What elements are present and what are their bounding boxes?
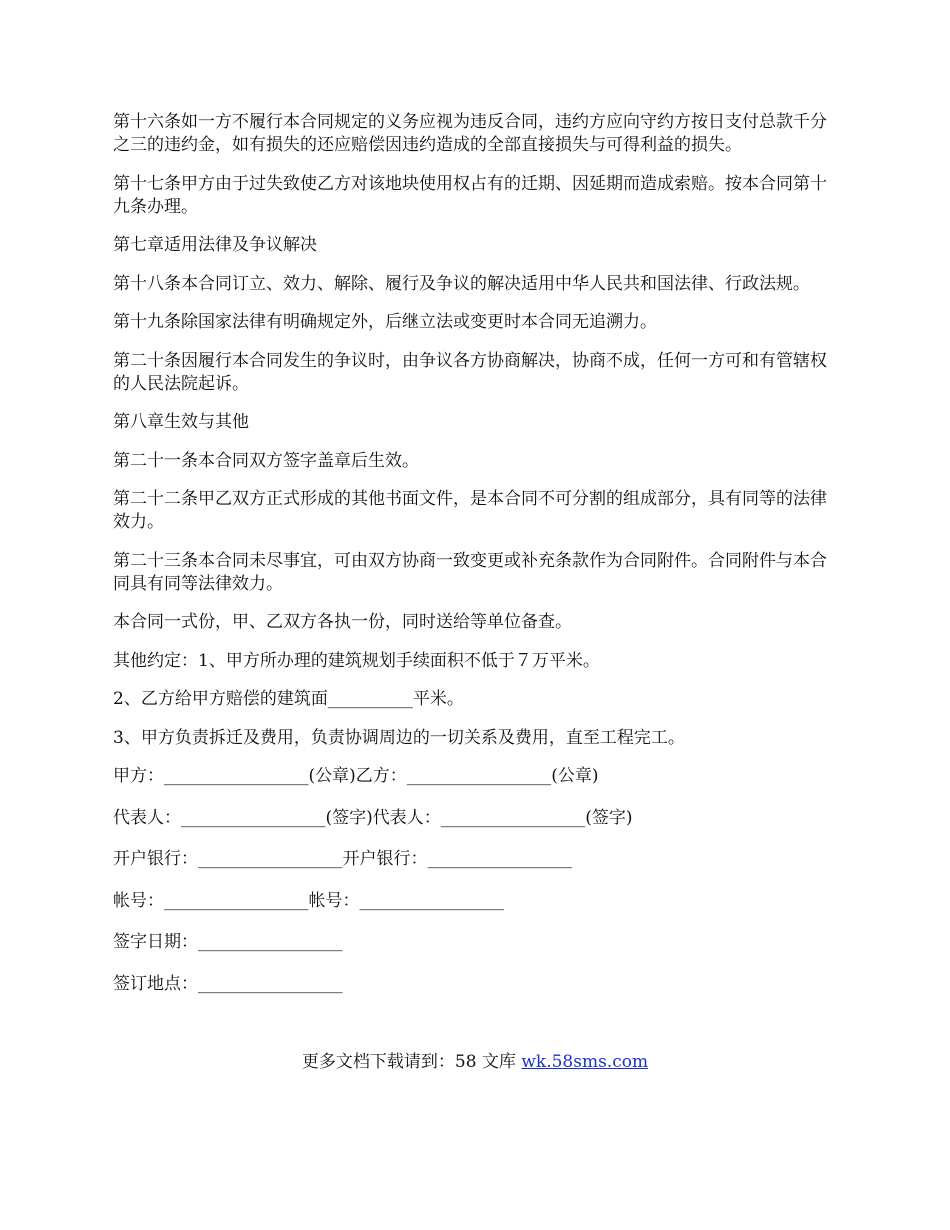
clause-20: 第二十条因履行本合同发生的争议时，由争议各方协商解决，协商不成，任何一方可和有管辖权的人民法院起诉。 [113,350,827,394]
representative-signature-line: 代表人：_________________(签字)代表人：_________________(签字) [113,807,633,828]
document-body [113,111,843,1014]
other-agreement-1: 其他约定：1、甲方所办理的建筑规划手续面积不低于７万平米。 [113,650,600,671]
chapter-7-heading: 第七章适用法律及争议解决 [113,235,317,255]
other-agreement-3: 3、甲方负责拆迁及费用，负责协调周边的一切关系及费用，直至工程完工。 [113,727,685,748]
signing-date-line: 签字日期：_________________ [113,932,343,952]
party-seal-line: 甲方：_________________(公章)乙方：_________________(公章) [113,766,599,786]
signing-place-line: 签订地点：_________________ [113,973,343,994]
copies-statement: 本合同一式份，甲、乙双方各执一份，同时送给等单位备查。 [113,612,572,632]
clause-21: 第二十一条本合同双方签字盖章后生效。 [113,450,419,471]
footer-link[interactable]: wk.58sms.com [521,1052,649,1072]
chapter-8-heading: 第八章生效与其他 [113,412,249,432]
footer-text: 更多文档下载请到：58 文库 [301,1052,522,1072]
other-agreement-2: 2、乙方给甲方赔偿的建筑面__________平米。 [113,689,464,709]
clause-23: 第二十三条本合同未尽事宜，可由双方协商一致变更或补充条款作为合同附件。合同附件与本合同具有同等法律效力。 [113,550,827,594]
clause-18: 第十八条本合同订立、效力、解除、履行及争议的解决适用中华人民共和国法律、行政法规。 [113,273,810,294]
clause-17: 第十七条甲方由于过失致使乙方对该地块使用权占有的迁期、因延期而造成索赔。按本合同第十九条办理。 [113,173,827,217]
clause-19: 第十九条除国家法律有明确规定外，后继立法或变更时本合同无追溯力。 [113,312,657,332]
account-number-line: 帐号：_________________帐号：_________________ [113,890,504,911]
download-footer [0,1051,950,1074]
clause-22: 第二十二条甲乙双方正式形成的其他书面文件，是本合同不可分割的组成部分，具有同等的法律效力。 [113,489,827,532]
bank-line: 开户银行：_________________开户银行：_________________ [113,849,572,869]
clause-16: 第十六条如一方不履行本合同规定的义务应视为违反合同，违约方应向守约方按日支付总款千分之三的违约金，如有损失的还应赔偿因违约造成的全部直接损失与可得利益的损失。 [113,112,827,155]
